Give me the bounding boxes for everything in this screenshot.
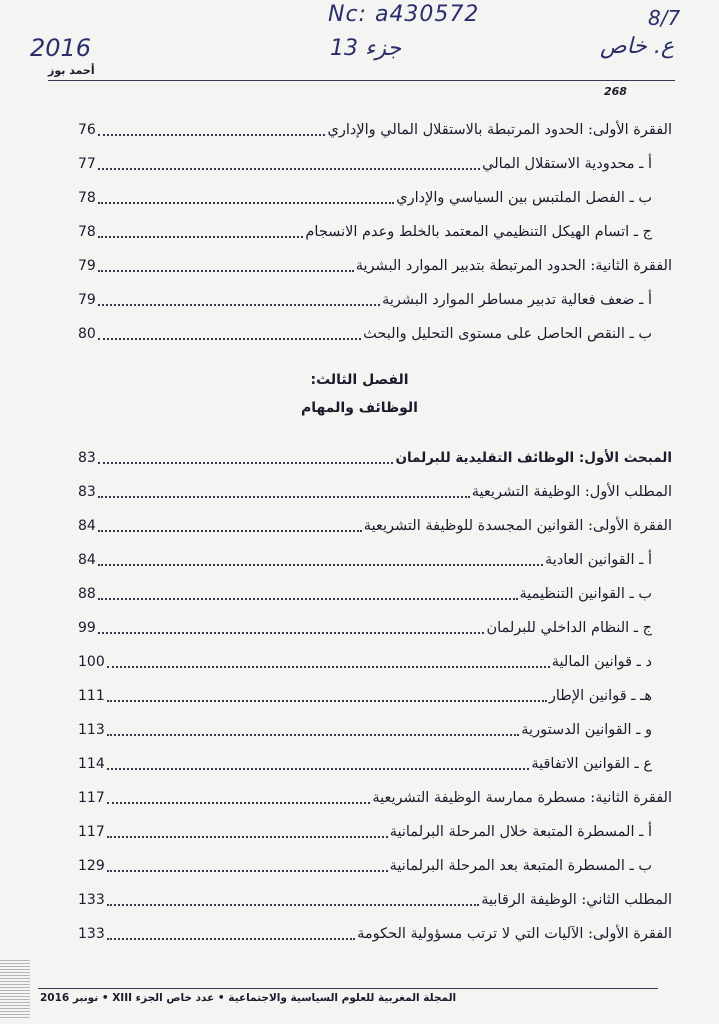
toc-entry: الفقرة الأولى: القوانين المجسدة للوظيفة التشريعية 84	[78, 518, 672, 534]
chapter-heading: الفصل الثالث:	[310, 372, 409, 388]
toc-entry: المطلب الثاني: الوظيفة الرقابية 133	[78, 892, 672, 908]
scan-edge-marks	[0, 960, 30, 1020]
handwritten-year: 2016	[30, 34, 92, 62]
toc-entry: أ ـ القوانين العادية 84	[78, 552, 652, 568]
toc-entry: ب ـ الفصل الملتبس بين السياسي والإداري 78	[78, 190, 652, 206]
handwritten-part: جزء 13	[330, 36, 402, 61]
toc-entry: أ ـ ضعف فعالية تدبير مساطر الموارد البشرية 79	[78, 292, 652, 308]
toc-entry: الفقرة الأولى: الحدود المرتبطة بالاستقلال المالي والإداري 76	[78, 122, 672, 138]
toc-entry: الفقرة الثانية: مسطرة ممارسة الوظيفة التشريعية 117	[78, 790, 672, 806]
toc-entry: الفقرة الأولى: الآليات التي لا ترتب مسؤولية الحكومة 133	[78, 926, 672, 942]
toc-entry: ج ـ اتسام الهيكل التنظيمي المعتمد بالخلط وعدم الانسجام 78	[78, 224, 652, 240]
toc-entry: ب ـ المسطرة المتبعة بعد المرحلة البرلمانية 129	[78, 858, 652, 874]
toc-entry: أ ـ المسطرة المتبعة خلال المرحلة البرلمانية 117	[78, 824, 652, 840]
handwritten-catalog-number: Nc: a430572	[328, 2, 480, 27]
toc-entry: ب ـ النقص الحاصل على مستوى التحليل والبحث 80	[78, 326, 652, 342]
running-header-author: أحمد بوز	[48, 64, 95, 77]
toc-entry: ب ـ القوانين التنظيمية 88	[78, 586, 652, 602]
toc-entry: د ـ قوانين المالية 100	[78, 654, 652, 670]
chapter-subtitle: الوظائف والمهام	[301, 400, 418, 416]
toc-entry: ع ـ القوانين الاتفاقية 114	[78, 756, 652, 772]
footer-rule	[38, 988, 658, 989]
toc-entry: المطلب الأول: الوظيفة التشريعية 83	[78, 484, 672, 500]
handwritten-reference: 8/7	[648, 6, 681, 30]
toc-entry: ج ـ النظام الداخلي للبرلمان 99	[78, 620, 652, 636]
header-rule	[48, 80, 675, 81]
toc-entry: هـ ـ قوانين الإطار 111	[78, 688, 652, 704]
toc-entry: أ ـ محدودية الاستقلال المالي 77	[78, 156, 652, 172]
toc-entry: الفقرة الثانية: الحدود المرتبطة بتدبير الموارد البشرية 79	[78, 258, 672, 274]
journal-footer: المجلة المغربية للعلوم السياسية والاجتماعية • عدد خاص الجزء XIII • نونبر 2016	[40, 992, 457, 1004]
toc-entry: و ـ القوانين الدستورية 113	[78, 722, 652, 738]
toc-entry: المبحث الأول: الوظائف التقليدية للبرلمان 83	[78, 450, 672, 466]
handwritten-category: ع. خاص	[600, 34, 675, 59]
page-number: 268	[604, 85, 627, 98]
